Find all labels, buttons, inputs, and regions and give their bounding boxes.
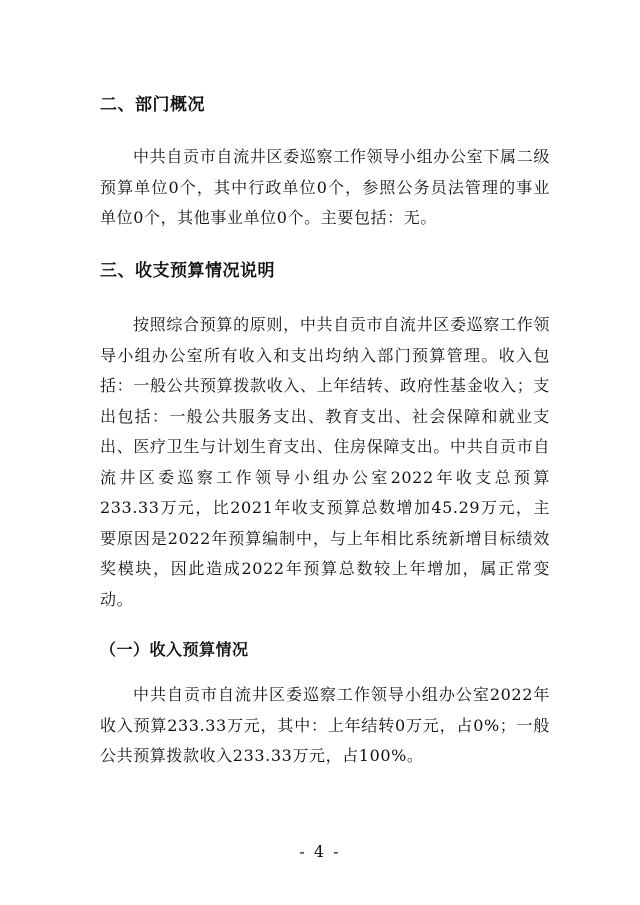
department-overview-paragraph: 中共自贡市自流井区委巡察工作领导小组办公室下属二级预算单位0个，其中行政单位0个，参照公务员法管理的事业单位0个，其他事业单位0个。主要包括：无。	[100, 147, 550, 227]
section-heading-department-overview: 二、部门概况	[100, 95, 205, 115]
income-budget-subheading: （一）收入预算情况	[100, 640, 249, 659]
budget-explanation-paragraph: 按照综合预算的原则，中共自贡市自流井区委巡察工作领导小组办公室所有收入和支出均纳入部门预算管理。收入包括：一般公共预算拨款收入、上年结转、政府性基金收入；支出包括：一般公共服务支出、教育支出、社会保障和就业支出、医疗卫生与计划生育支出、住房保障支出。中共自贡市自流井区委巡察工作领导小组办公室2022年收支总预算233.33万元，比2021年收支预算总数增加45.29万元，主要原因是2022年预算编制中，与上年相比系统新增目标绩效奖模块，因此造成2022年预算总数较上年增加，属正常变动。	[100, 315, 550, 609]
page-number: - 4 -	[299, 842, 341, 861]
section-heading-budget-explanation: 三、收支预算情况说明	[100, 261, 275, 281]
income-budget-paragraph: 中共自贡市自流井区委巡察工作领导小组办公室2022年收入预算233.33万元，其中：上年结转0万元，占0%；一般公共预算拨款收入233.33万元，占100%。	[100, 685, 550, 765]
